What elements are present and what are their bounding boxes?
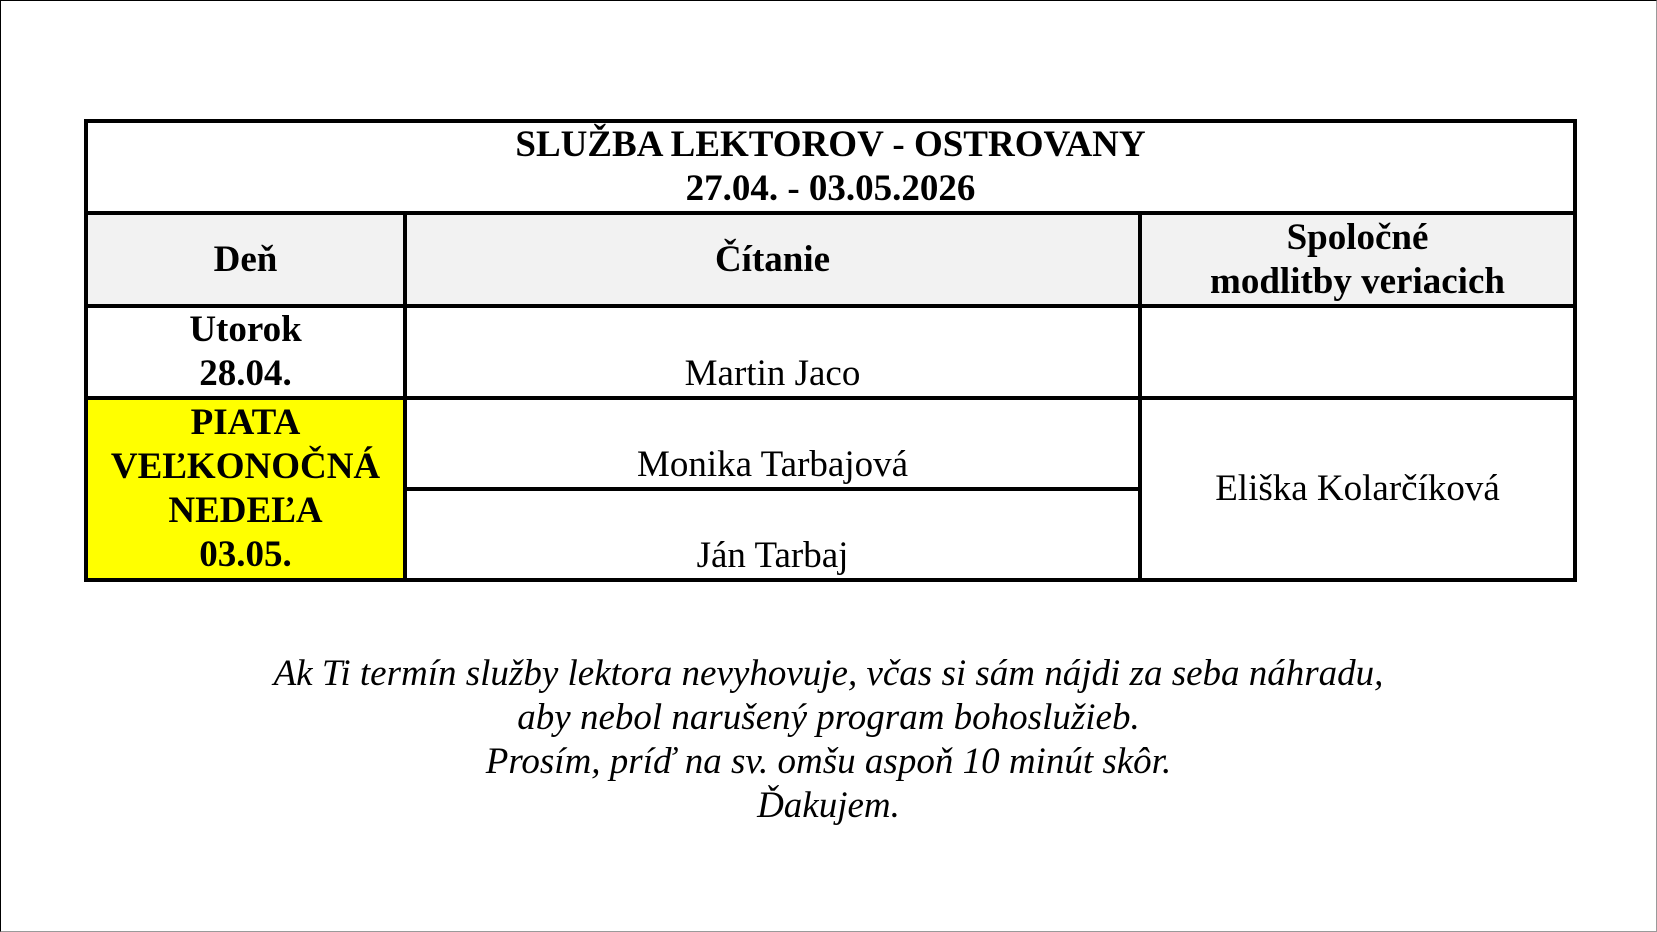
day-cell [86, 306, 405, 398]
header-reading: Čítanie [405, 213, 1140, 306]
footer-line-2: aby nebol narušený program bohoslužieb. [517, 697, 1140, 738]
title-line-1: SLUŽBA LEKTOROV - OSTROVANY [515, 124, 1146, 165]
header-prayers-line-1: Spoločné [1286, 216, 1429, 258]
prayers-cell: Eliška Kolarčíková [1140, 398, 1575, 580]
day-name-line-1: PIATA [190, 402, 301, 443]
title-row [86, 121, 1575, 213]
table-row [86, 398, 1575, 489]
day-cell-highlighted [86, 398, 405, 580]
day-name: Utorok [189, 309, 302, 350]
footer-line-1: Ak Ti termín služby lektora nevyhovuje, včas si sám nájdi za seba náhradu, [273, 653, 1384, 694]
reader-cell: Ján Tarbaj [405, 489, 1140, 580]
table-row [86, 306, 1575, 398]
title-date-range: 27.04. - 03.05.2026 [685, 168, 976, 209]
prayers-cell [1140, 306, 1575, 398]
header-prayers [1140, 213, 1575, 306]
reader-cell: Monika Tarbajová [405, 398, 1140, 489]
header-prayers-line-2: modlitby veriacich [1210, 260, 1505, 302]
footer-line-4: Ďakujem. [757, 785, 900, 826]
schedule-table [84, 119, 1577, 582]
day-name-line-2: VEĽKONOČNÁ [110, 446, 381, 487]
reader-cell: Martin Jaco [405, 306, 1140, 398]
header-day: Deň [86, 213, 405, 306]
day-name-line-3: NEDEĽA [168, 490, 323, 531]
footer-note [0, 652, 1657, 828]
day-date: 03.05. [199, 534, 292, 575]
day-date: 28.04. [199, 353, 292, 394]
footer-line-3: Prosím, príď na sv. omšu aspoň 10 minút skôr. [485, 741, 1172, 782]
header-row [86, 213, 1575, 306]
schedule-title [86, 121, 1575, 213]
